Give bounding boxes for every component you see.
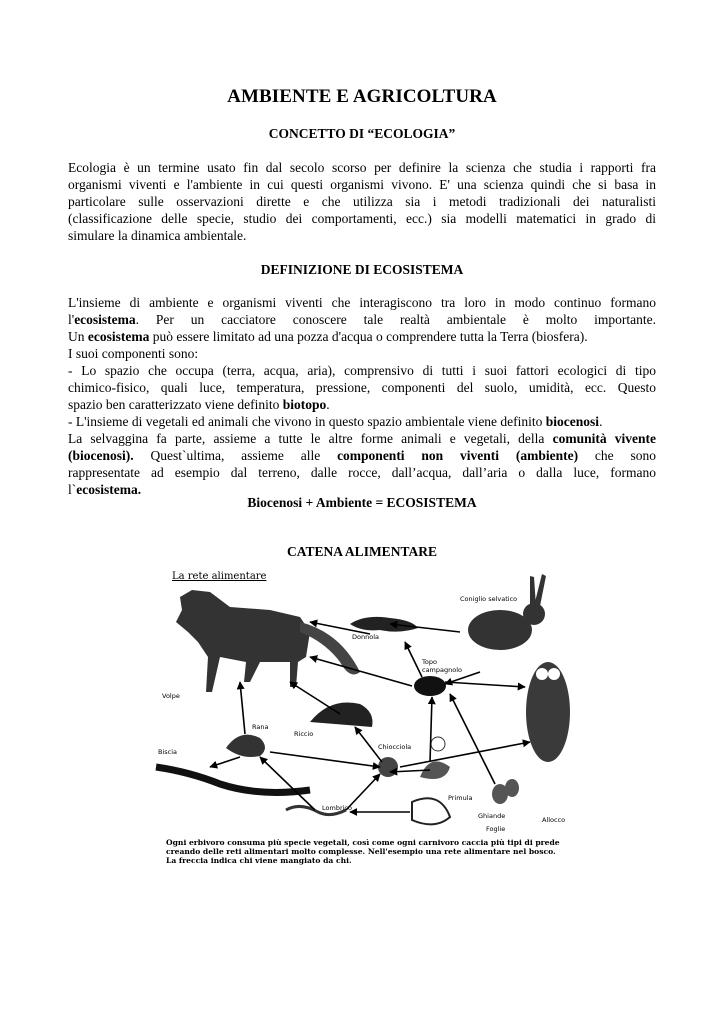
text-run: spazio ben caratterizzato viene definito [68, 397, 283, 412]
text-run: l` [68, 482, 77, 497]
text-run: La selvaggina fa parte, assieme a tutte le altre forme animali e vegetali, della [68, 431, 553, 446]
food-web-illustration [150, 562, 578, 874]
text-line: (classificazione delle specie, studio dei comportamenti, ecc.) sia modelli matematici in grado di [68, 211, 656, 226]
figure-caption: Ogni erbivoro consuma più specie vegetali, così come ogni carnivoro caccia più tipi di prede creando delle reti alimentari molto complesse. Nell'esempio una rete alimentare nel bosco. La freccia indica chi viene mangiato da chi. [166, 838, 560, 865]
paragraph-ecologia [68, 159, 656, 244]
heading-ecosistema: DEFINIZIONE DI ECOSISTEMA [260, 262, 464, 277]
frog-icon [226, 735, 265, 757]
text-line: I suoi componenti sono: [68, 346, 199, 361]
figure-title: La rete alimentare [172, 571, 267, 582]
snake-icon [156, 767, 310, 792]
owl-icon [526, 662, 570, 762]
weasel-icon [350, 617, 418, 632]
label-ghiande: Ghiande [478, 812, 506, 820]
food-web-drawing [150, 562, 578, 874]
label-volpe: Volpe [162, 692, 180, 700]
text-line: rappresentate ad esempio dal terreno, dalle rocce, dall’acqua, dall’aria o dalla luce, formano [68, 465, 656, 480]
text-run: Quest`ultima, assieme alle [133, 448, 338, 463]
label-donnola: Donnola [352, 633, 379, 641]
label-coniglio: Coniglio selvatico [460, 595, 518, 603]
text-line: simulare la dinamica ambientale. [68, 228, 247, 243]
text-run: può essere limitato ad una pozza d'acqua o comprendere tutta la Terra (biosfera). [149, 329, 588, 344]
label-foglie: Foglie [486, 825, 506, 833]
text-line [68, 328, 656, 345]
text-line: Ecologia è un termine usato fin dal secolo scorso per definire la scienza che studia i rapporti fra [68, 160, 656, 175]
text-line [68, 396, 656, 413]
text-line [68, 430, 656, 447]
text-line [68, 447, 656, 464]
heading-catena: CATENA ALIMENTARE [287, 544, 437, 559]
hedgehog-icon [310, 702, 373, 727]
text-line: L'insieme di ambiente e organismi viventi che interagiscono tra loro in modo continuo formano [68, 295, 656, 310]
text-line: chimico-fisico, quali luce, temperatura, pressione, componenti del suolo, umidità, ecc. Questo [68, 380, 656, 395]
label-chiocciola: Chiocciola [378, 743, 412, 751]
text-line: particolare sulle osservazioni dirette e che utilizza sia i metodi tradizionali dei naturalisti [68, 194, 656, 209]
label-topo: Topo campagnolo [422, 658, 463, 674]
text-line [68, 311, 656, 328]
rabbit-icon [468, 574, 546, 650]
text-run: . [326, 397, 330, 412]
text-run: Un [68, 329, 88, 344]
label-rana: Rana [252, 723, 269, 731]
acorn-icon [492, 779, 519, 804]
bold-term: comunità vivente [552, 431, 656, 446]
text-run: . [599, 414, 603, 429]
heading-ecologia: CONCETTO DI “ECOLOGIA” [268, 126, 456, 141]
text-run: . Per un cacciatore conoscere tale realtà ambientale è molto importante. [135, 312, 656, 327]
ecosystem-formula: Biocenosi + Ambiente = ECOSISTEMA [247, 495, 477, 510]
mouse-icon [414, 676, 446, 696]
fox-icon [176, 590, 360, 692]
bold-term: biocenosi [545, 414, 600, 429]
bold-term: ecosistema [87, 329, 150, 344]
bold-term: biotopo [282, 397, 327, 412]
label-lombrico: Lombrico [322, 804, 352, 812]
text-run: l' [68, 312, 75, 327]
label-allocco: Allocco [542, 816, 566, 824]
bold-term: ecosistema [74, 312, 136, 327]
text-line: organismi viventi e l'ambiente in cui questi organismi vivono. E' una scienza quindi che si basa in [68, 177, 656, 192]
text-run: che sono [578, 448, 656, 463]
leaf-icon [412, 798, 450, 824]
label-riccio: Riccio [294, 730, 314, 738]
text-line [68, 413, 656, 430]
label-primula: Primula [448, 794, 473, 802]
text-run: - L'insieme di vegetali ed animali che vivono in questo spazio ambientale viene definito [68, 414, 546, 429]
bold-term: ecosistema. [76, 482, 142, 497]
bold-term: componenti non viventi (ambiente) [337, 448, 579, 463]
bold-term: (biocenosi). [68, 448, 134, 463]
label-biscia: Biscia [158, 748, 178, 756]
text-line: - Lo spazio che occupa (terra, acqua, aria), comprensivo di tutti i suoi fattori ecologici di tipo [68, 363, 656, 378]
paragraph-ecosistema [68, 294, 656, 498]
page-title: AMBIENTE E AGRICOLTURA [227, 86, 497, 107]
